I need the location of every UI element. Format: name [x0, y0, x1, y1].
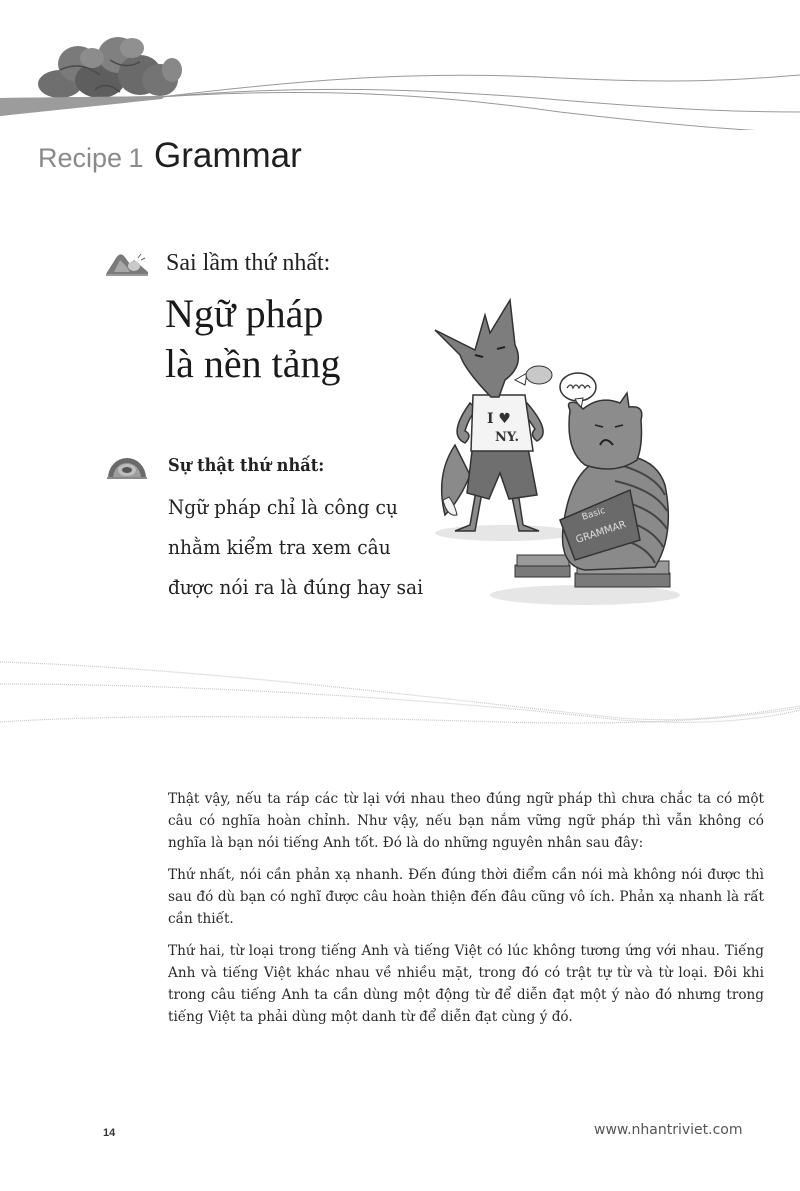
- shirt-text: I ♥: [487, 411, 511, 427]
- divider-lines: [0, 640, 800, 740]
- book-title: Basic: [580, 505, 607, 523]
- recipe-label: Recipe: [38, 143, 123, 173]
- website-url: www.nhantriviet.com: [594, 1122, 743, 1138]
- lettuce-image: [38, 37, 182, 98]
- body-paragraph: Thật vậy, nếu ta ráp các từ lại với nhau theo đúng ngữ pháp thì chưa chắc ta có một câu có nghĩa hoàn chỉnh. Như vậy, nếu bạn nắm vững ngữ pháp thì vẫn không có nghĩa là bạn nói tiếng Anh tốt. Đó là do những nguyên nhân sau đây:: [168, 791, 764, 851]
- mountain-lake-photo-icon: [104, 250, 150, 276]
- mistake-heading-line: Ngữ pháp: [165, 291, 324, 336]
- dome-photo-icon: [104, 450, 150, 480]
- body-paragraph: Thứ hai, từ loại trong tiếng Anh và tiếng Việt có lúc không tương ứng với nhau. Tiếng Anh và tiếng Việt khác nhau về nhiều mặt, trong đó có trật tự từ và từ loại. Đôi khi trong câu tiếng Anh ta cần dùng một động từ để diễn đạt một ý nào đó nhưng trong tiếng Việt ta phải dùng một danh từ để diễn đạt cùng ý đó.: [168, 943, 764, 1025]
- recipe-number: 1: [128, 143, 144, 173]
- page-number: 14: [103, 1127, 116, 1139]
- mistake-heading-line: là nền tảng: [165, 341, 341, 386]
- hippo-character: [515, 373, 670, 587]
- body-paragraph: Thứ nhất, nói cần phản xạ nhanh. Đến đúng thời điểm cần nói mà không nói được thì sau đó dù bạn có nghĩ được câu hoàn thiện đến đâu cũng vô ích. Phản xạ nhanh là rất cần thiết.: [168, 867, 764, 927]
- recipe-topic: Grammar: [153, 136, 302, 175]
- mistake-heading: [165, 289, 341, 389]
- truth-body: [168, 487, 442, 607]
- truth-body-line: được nói ra là đúng hay sai: [168, 575, 424, 599]
- truth-label: Sự thật thứ nhất:: [168, 455, 325, 476]
- header-decoration: [0, 0, 800, 130]
- truth-body-line: nhằm kiểm tra xem câu: [168, 535, 391, 559]
- recipe-title: [38, 136, 302, 176]
- book-title: GRAMMAR: [574, 519, 628, 546]
- truth-body-line: Ngữ pháp chỉ là công cụ: [168, 495, 398, 519]
- fox-character: [435, 300, 552, 531]
- mistake-label: Sai lầm thứ nhất:: [166, 250, 331, 276]
- shirt-text: NY.: [495, 430, 520, 445]
- fox-and-hippo-illustration: [415, 285, 685, 610]
- body-text: [168, 788, 764, 1038]
